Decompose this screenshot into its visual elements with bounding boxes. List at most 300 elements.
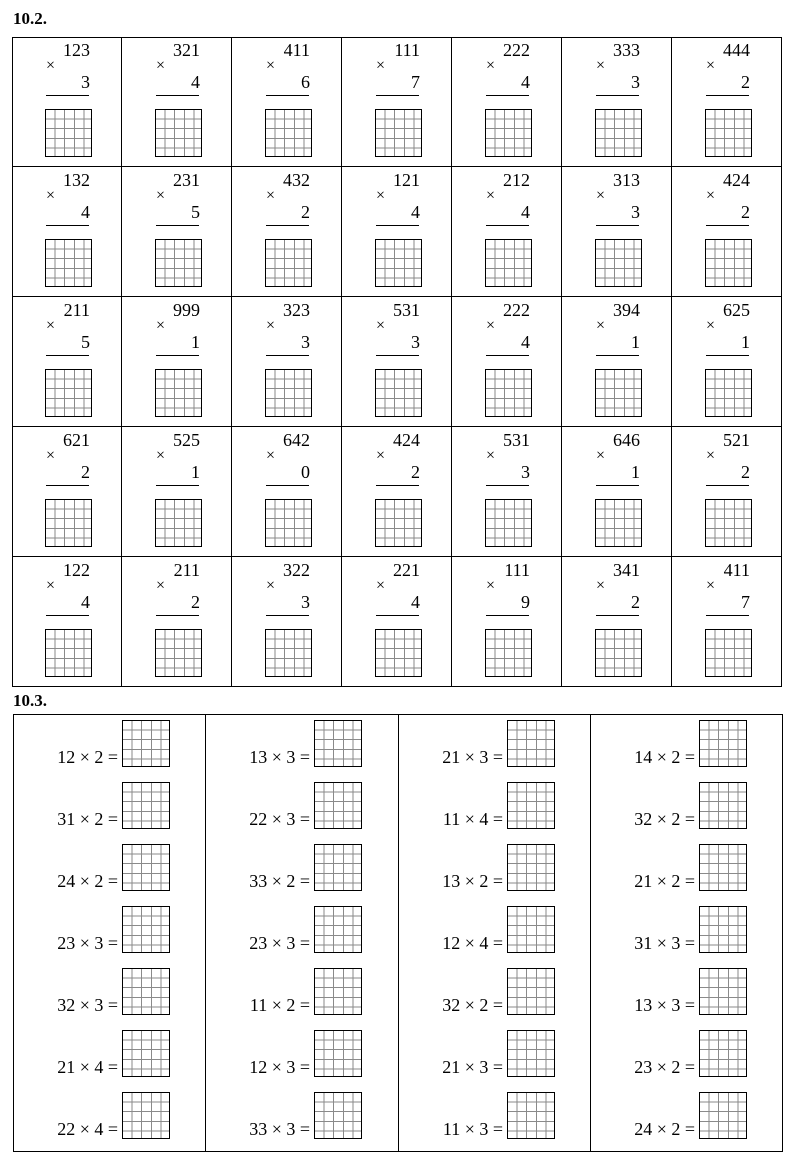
multiplier: 3 xyxy=(631,202,640,222)
multiplicand: 646 xyxy=(613,430,640,450)
answer-grid[interactable] xyxy=(485,239,532,287)
answer-grid[interactable] xyxy=(699,1092,747,1139)
multiplication-problem-cell xyxy=(122,297,232,427)
answer-grid[interactable] xyxy=(595,109,642,157)
multiplicand: 444 xyxy=(723,40,750,60)
multiplication-problem-cell xyxy=(452,557,562,687)
answer-grid[interactable] xyxy=(122,782,170,829)
multiplier: 2 xyxy=(741,72,750,92)
result-line xyxy=(266,485,309,486)
multiplicand: 222 xyxy=(503,40,530,60)
equation-item xyxy=(206,965,398,1015)
times-sign: × xyxy=(706,57,716,74)
multiplication-problem-cell xyxy=(232,167,342,297)
multiplier: 1 xyxy=(631,332,640,352)
result-line xyxy=(156,95,199,96)
result-line xyxy=(706,95,749,96)
times-sign: × xyxy=(486,317,496,334)
equation-item xyxy=(206,779,398,829)
times-sign: × xyxy=(376,317,386,334)
multiplicand: 111 xyxy=(394,40,420,60)
multiplication-problem-cell xyxy=(342,297,452,427)
multiplication-problem-cell xyxy=(12,37,122,167)
answer-grid[interactable] xyxy=(122,906,170,953)
result-line xyxy=(706,485,749,486)
times-sign: × xyxy=(46,317,56,334)
multiplication-problem-cell xyxy=(562,37,672,167)
equation-expression: 32 × 2 = xyxy=(442,995,503,1015)
multiplication-problem-cell xyxy=(342,557,452,687)
multiplication-problem-cell xyxy=(562,427,672,557)
equation-expression: 13 × 3 = xyxy=(249,747,310,767)
answer-grid[interactable] xyxy=(705,109,752,157)
result-line xyxy=(156,615,199,616)
column-multiplication-table xyxy=(12,37,782,687)
multiplication-problem-cell xyxy=(452,427,562,557)
multiplication-problem-cell xyxy=(232,427,342,557)
equation-expression: 12 × 3 = xyxy=(249,1057,310,1077)
equation-item xyxy=(399,903,591,953)
answer-grid[interactable] xyxy=(485,629,532,677)
multiplier: 7 xyxy=(411,72,420,92)
multiplicand: 123 xyxy=(63,40,90,60)
answer-grid[interactable] xyxy=(45,369,92,417)
multiplicand: 525 xyxy=(173,430,200,450)
multiplicand: 333 xyxy=(613,40,640,60)
answer-grid[interactable] xyxy=(265,499,312,547)
answer-grid[interactable] xyxy=(314,968,362,1015)
multiplicand: 313 xyxy=(613,170,640,190)
equation-item xyxy=(206,1089,398,1139)
multiplication-problem-cell xyxy=(342,427,452,557)
multiplication-problem-cell xyxy=(672,167,782,297)
answer-grid[interactable] xyxy=(705,239,752,287)
multiplier: 4 xyxy=(521,72,530,92)
multiplicand: 323 xyxy=(283,300,310,320)
answer-grid[interactable] xyxy=(375,499,422,547)
answer-grid[interactable] xyxy=(155,499,202,547)
answer-grid[interactable] xyxy=(485,369,532,417)
result-line xyxy=(376,95,419,96)
result-line xyxy=(486,355,529,356)
multiplication-problem-cell xyxy=(672,297,782,427)
times-sign: × xyxy=(156,447,166,464)
times-sign: × xyxy=(46,57,56,74)
inline-multiplication-table xyxy=(13,714,783,1152)
equation-expression: 14 × 2 = xyxy=(634,747,695,767)
times-sign: × xyxy=(596,57,606,74)
equation-expression: 33 × 3 = xyxy=(249,1119,310,1139)
equation-expression: 21 × 3 = xyxy=(442,1057,503,1077)
answer-grid[interactable] xyxy=(705,369,752,417)
table-bottom-border xyxy=(14,1151,783,1152)
multiplicand: 621 xyxy=(63,430,90,450)
equation-item xyxy=(591,717,783,767)
answer-grid[interactable] xyxy=(314,1092,362,1139)
result-line xyxy=(266,95,309,96)
equation-expression: 11 × 3 = xyxy=(442,1119,503,1139)
result-line xyxy=(46,95,89,96)
times-sign: × xyxy=(156,577,166,594)
answer-grid[interactable] xyxy=(595,369,642,417)
equation-item xyxy=(14,717,206,767)
answer-grid[interactable] xyxy=(122,720,170,767)
multiplication-problem-cell xyxy=(122,557,232,687)
result-line xyxy=(376,485,419,486)
result-line xyxy=(46,485,89,486)
multiplicand: 411 xyxy=(723,560,750,580)
times-sign: × xyxy=(706,447,716,464)
times-sign: × xyxy=(46,187,56,204)
equation-item xyxy=(591,965,783,1015)
equation-expression: 12 × 4 = xyxy=(442,933,503,953)
equation-expression: 22 × 4 = xyxy=(57,1119,118,1139)
result-line xyxy=(266,225,309,226)
equation-column xyxy=(14,715,206,1152)
multiplier: 2 xyxy=(741,202,750,222)
multiplier: 2 xyxy=(741,462,750,482)
times-sign: × xyxy=(376,57,386,74)
answer-grid[interactable] xyxy=(45,629,92,677)
equation-item xyxy=(591,903,783,953)
equation-item xyxy=(591,841,783,891)
answer-grid[interactable] xyxy=(705,499,752,547)
answer-grid[interactable] xyxy=(122,968,170,1015)
times-sign: × xyxy=(596,187,606,204)
equation-item xyxy=(399,717,591,767)
times-sign: × xyxy=(266,317,276,334)
equation-item xyxy=(14,965,206,1015)
answer-grid[interactable] xyxy=(699,906,747,953)
multiplier: 3 xyxy=(521,462,530,482)
answer-grid[interactable] xyxy=(155,369,202,417)
multiplication-problem-cell xyxy=(562,167,672,297)
answer-grid[interactable] xyxy=(699,1030,747,1077)
multiplicand: 424 xyxy=(393,430,420,450)
equation-item xyxy=(14,1089,206,1139)
equation-item xyxy=(399,1089,591,1139)
answer-grid[interactable] xyxy=(485,109,532,157)
times-sign: × xyxy=(266,57,276,74)
result-line xyxy=(706,355,749,356)
multiplier: 9 xyxy=(521,592,530,612)
multiplicand: 111 xyxy=(504,560,530,580)
answer-grid[interactable] xyxy=(45,239,92,287)
equation-column xyxy=(591,715,783,1152)
multiplicand: 221 xyxy=(393,560,420,580)
answer-grid[interactable] xyxy=(507,1030,555,1077)
multiplication-problem-cell xyxy=(232,37,342,167)
answer-grid[interactable] xyxy=(375,239,422,287)
multiplicand: 231 xyxy=(173,170,200,190)
answer-grid[interactable] xyxy=(45,109,92,157)
multiplier: 2 xyxy=(191,592,200,612)
multiplier: 3 xyxy=(301,332,310,352)
result-line xyxy=(596,225,639,226)
result-line xyxy=(596,485,639,486)
multiplicand: 531 xyxy=(393,300,420,320)
multiplier: 7 xyxy=(741,592,750,612)
answer-grid[interactable] xyxy=(507,1092,555,1139)
equation-item xyxy=(399,1027,591,1077)
multiplicand: 642 xyxy=(283,430,310,450)
equation-expression: 24 × 2 = xyxy=(57,871,118,891)
times-sign: × xyxy=(266,447,276,464)
multiplication-problem-cell xyxy=(562,557,672,687)
multiplicand: 132 xyxy=(63,170,90,190)
equation-item xyxy=(591,1089,783,1139)
answer-grid[interactable] xyxy=(265,629,312,677)
answer-grid[interactable] xyxy=(375,109,422,157)
equation-expression: 23 × 3 = xyxy=(57,933,118,953)
multiplicand: 122 xyxy=(63,560,90,580)
result-line xyxy=(596,95,639,96)
equation-expression: 21 × 2 = xyxy=(634,871,695,891)
times-sign: × xyxy=(596,577,606,594)
multiplication-problem-cell xyxy=(122,167,232,297)
equation-expression: 23 × 2 = xyxy=(634,1057,695,1077)
result-line xyxy=(706,225,749,226)
multiplicand: 394 xyxy=(613,300,640,320)
times-sign: × xyxy=(376,187,386,204)
answer-grid[interactable] xyxy=(155,239,202,287)
multiplier: 4 xyxy=(411,202,420,222)
multiplication-problem-cell xyxy=(672,427,782,557)
section-10-3-title: 10.3. xyxy=(13,691,47,710)
equation-item xyxy=(206,903,398,953)
multiplicand: 531 xyxy=(503,430,530,450)
equation-expression: 31 × 3 = xyxy=(634,933,695,953)
answer-grid[interactable] xyxy=(699,720,747,767)
times-sign: × xyxy=(46,577,56,594)
multiplier: 2 xyxy=(81,462,90,482)
multiplier: 2 xyxy=(631,592,640,612)
answer-grid[interactable] xyxy=(507,844,555,891)
multiplier: 4 xyxy=(81,202,90,222)
multiplier: 0 xyxy=(301,462,310,482)
multiplicand: 341 xyxy=(613,560,640,580)
answer-grid[interactable] xyxy=(507,782,555,829)
times-sign: × xyxy=(156,57,166,74)
times-sign: × xyxy=(486,447,496,464)
multiplier: 3 xyxy=(411,332,420,352)
result-line xyxy=(596,355,639,356)
answer-grid[interactable] xyxy=(507,720,555,767)
multiplier: 4 xyxy=(411,592,420,612)
multiplier: 4 xyxy=(191,72,200,92)
multiplication-problem-cell xyxy=(452,167,562,297)
multiplier: 3 xyxy=(301,592,310,612)
multiplication-problem-cell xyxy=(452,37,562,167)
answer-grid[interactable] xyxy=(265,239,312,287)
multiplicand: 211 xyxy=(63,300,90,320)
equation-column xyxy=(399,715,591,1152)
answer-grid[interactable] xyxy=(314,720,362,767)
multiplier: 4 xyxy=(81,592,90,612)
equation-item xyxy=(14,903,206,953)
multiplication-problem-cell xyxy=(12,167,122,297)
multiplication-problem-cell xyxy=(232,557,342,687)
equation-expression: 31 × 2 = xyxy=(57,809,118,829)
equation-item xyxy=(14,1027,206,1077)
times-sign: × xyxy=(46,447,56,464)
times-sign: × xyxy=(596,317,606,334)
multiplicand: 322 xyxy=(283,560,310,580)
equation-expression: 21 × 4 = xyxy=(57,1057,118,1077)
result-line xyxy=(266,355,309,356)
equation-expression: 33 × 2 = xyxy=(249,871,310,891)
equation-item xyxy=(14,841,206,891)
times-sign: × xyxy=(706,187,716,204)
result-line xyxy=(156,485,199,486)
answer-grid[interactable] xyxy=(595,629,642,677)
answer-grid[interactable] xyxy=(155,109,202,157)
answer-grid[interactable] xyxy=(375,629,422,677)
multiplier: 5 xyxy=(81,332,90,352)
multiplicand: 121 xyxy=(393,170,420,190)
times-sign: × xyxy=(706,317,716,334)
times-sign: × xyxy=(376,447,386,464)
multiplication-problem-cell xyxy=(12,427,122,557)
times-sign: × xyxy=(266,187,276,204)
answer-grid[interactable] xyxy=(507,968,555,1015)
answer-grid[interactable] xyxy=(595,239,642,287)
answer-grid[interactable] xyxy=(314,1030,362,1077)
answer-grid[interactable] xyxy=(314,782,362,829)
multiplication-problem-cell xyxy=(672,37,782,167)
result-line xyxy=(46,225,89,226)
multiplication-problem-cell xyxy=(672,557,782,687)
times-sign: × xyxy=(486,57,496,74)
multiplication-problem-cell xyxy=(122,37,232,167)
multiplier: 6 xyxy=(301,72,310,92)
equation-item xyxy=(399,779,591,829)
multiplicand: 432 xyxy=(283,170,310,190)
result-line xyxy=(486,485,529,486)
result-line xyxy=(156,225,199,226)
multiplicand: 999 xyxy=(173,300,200,320)
equation-item xyxy=(206,1027,398,1077)
multiplier: 2 xyxy=(411,462,420,482)
answer-grid[interactable] xyxy=(122,1030,170,1077)
result-line xyxy=(266,615,309,616)
times-sign: × xyxy=(706,577,716,594)
equation-column xyxy=(206,715,399,1152)
multiplication-problem-cell xyxy=(562,297,672,427)
multiplier: 3 xyxy=(631,72,640,92)
answer-grid[interactable] xyxy=(314,906,362,953)
times-sign: × xyxy=(486,187,496,204)
answer-grid[interactable] xyxy=(699,782,747,829)
result-line xyxy=(156,355,199,356)
times-sign: × xyxy=(596,447,606,464)
multiplicand: 411 xyxy=(283,40,310,60)
equation-expression: 13 × 3 = xyxy=(634,995,695,1015)
section-10-2-title: 10.2. xyxy=(13,9,47,28)
answer-grid[interactable] xyxy=(485,499,532,547)
multiplication-problem-cell xyxy=(342,167,452,297)
multiplicand: 625 xyxy=(723,300,750,320)
result-line xyxy=(376,355,419,356)
result-line xyxy=(596,615,639,616)
multiplier: 4 xyxy=(521,202,530,222)
equation-expression: 11 × 4 = xyxy=(442,809,503,829)
equation-item xyxy=(591,779,783,829)
multiplication-problem-cell xyxy=(452,297,562,427)
multiplicand: 424 xyxy=(723,170,750,190)
equation-item xyxy=(591,1027,783,1077)
answer-grid[interactable] xyxy=(705,629,752,677)
answer-grid[interactable] xyxy=(375,369,422,417)
multiplier: 5 xyxy=(191,202,200,222)
result-line xyxy=(376,615,419,616)
result-line xyxy=(486,225,529,226)
times-sign: × xyxy=(156,187,166,204)
multiplicand: 521 xyxy=(723,430,750,450)
times-sign: × xyxy=(376,577,386,594)
equation-expression: 32 × 3 = xyxy=(57,995,118,1015)
result-line xyxy=(486,615,529,616)
result-line xyxy=(486,95,529,96)
equation-item xyxy=(14,779,206,829)
multiplication-problem-cell xyxy=(12,297,122,427)
multiplier: 2 xyxy=(301,202,310,222)
equation-item xyxy=(206,717,398,767)
result-line xyxy=(46,615,89,616)
equation-item xyxy=(399,841,591,891)
multiplicand: 211 xyxy=(173,560,200,580)
answer-grid[interactable] xyxy=(265,109,312,157)
answer-grid[interactable] xyxy=(699,844,747,891)
equation-expression: 24 × 2 = xyxy=(634,1119,695,1139)
multiplicand: 222 xyxy=(503,300,530,320)
equation-item xyxy=(399,965,591,1015)
answer-grid[interactable] xyxy=(45,499,92,547)
answer-grid[interactable] xyxy=(265,369,312,417)
equation-expression: 32 × 2 = xyxy=(634,809,695,829)
equation-expression: 12 × 2 = xyxy=(57,747,118,767)
multiplier: 1 xyxy=(191,462,200,482)
answer-grid[interactable] xyxy=(122,1092,170,1139)
equation-expression: 21 × 3 = xyxy=(442,747,503,767)
times-sign: × xyxy=(156,317,166,334)
answer-grid[interactable] xyxy=(155,629,202,677)
multiplication-problem-cell xyxy=(12,557,122,687)
answer-grid[interactable] xyxy=(122,844,170,891)
equation-expression: 23 × 3 = xyxy=(249,933,310,953)
equation-item xyxy=(206,841,398,891)
answer-grid[interactable] xyxy=(595,499,642,547)
multiplier: 1 xyxy=(631,462,640,482)
answer-grid[interactable] xyxy=(507,906,555,953)
result-line xyxy=(706,615,749,616)
answer-grid[interactable] xyxy=(699,968,747,1015)
equation-expression: 22 × 3 = xyxy=(249,809,310,829)
equation-expression: 11 × 2 = xyxy=(249,995,310,1015)
answer-grid[interactable] xyxy=(314,844,362,891)
result-line xyxy=(46,355,89,356)
multiplier: 3 xyxy=(81,72,90,92)
multiplication-problem-cell xyxy=(232,297,342,427)
multiplier: 1 xyxy=(191,332,200,352)
multiplication-problem-cell xyxy=(342,37,452,167)
times-sign: × xyxy=(486,577,496,594)
multiplicand: 212 xyxy=(503,170,530,190)
multiplicand: 321 xyxy=(173,40,200,60)
result-line xyxy=(376,225,419,226)
multiplication-problem-cell xyxy=(122,427,232,557)
multiplier: 1 xyxy=(741,332,750,352)
